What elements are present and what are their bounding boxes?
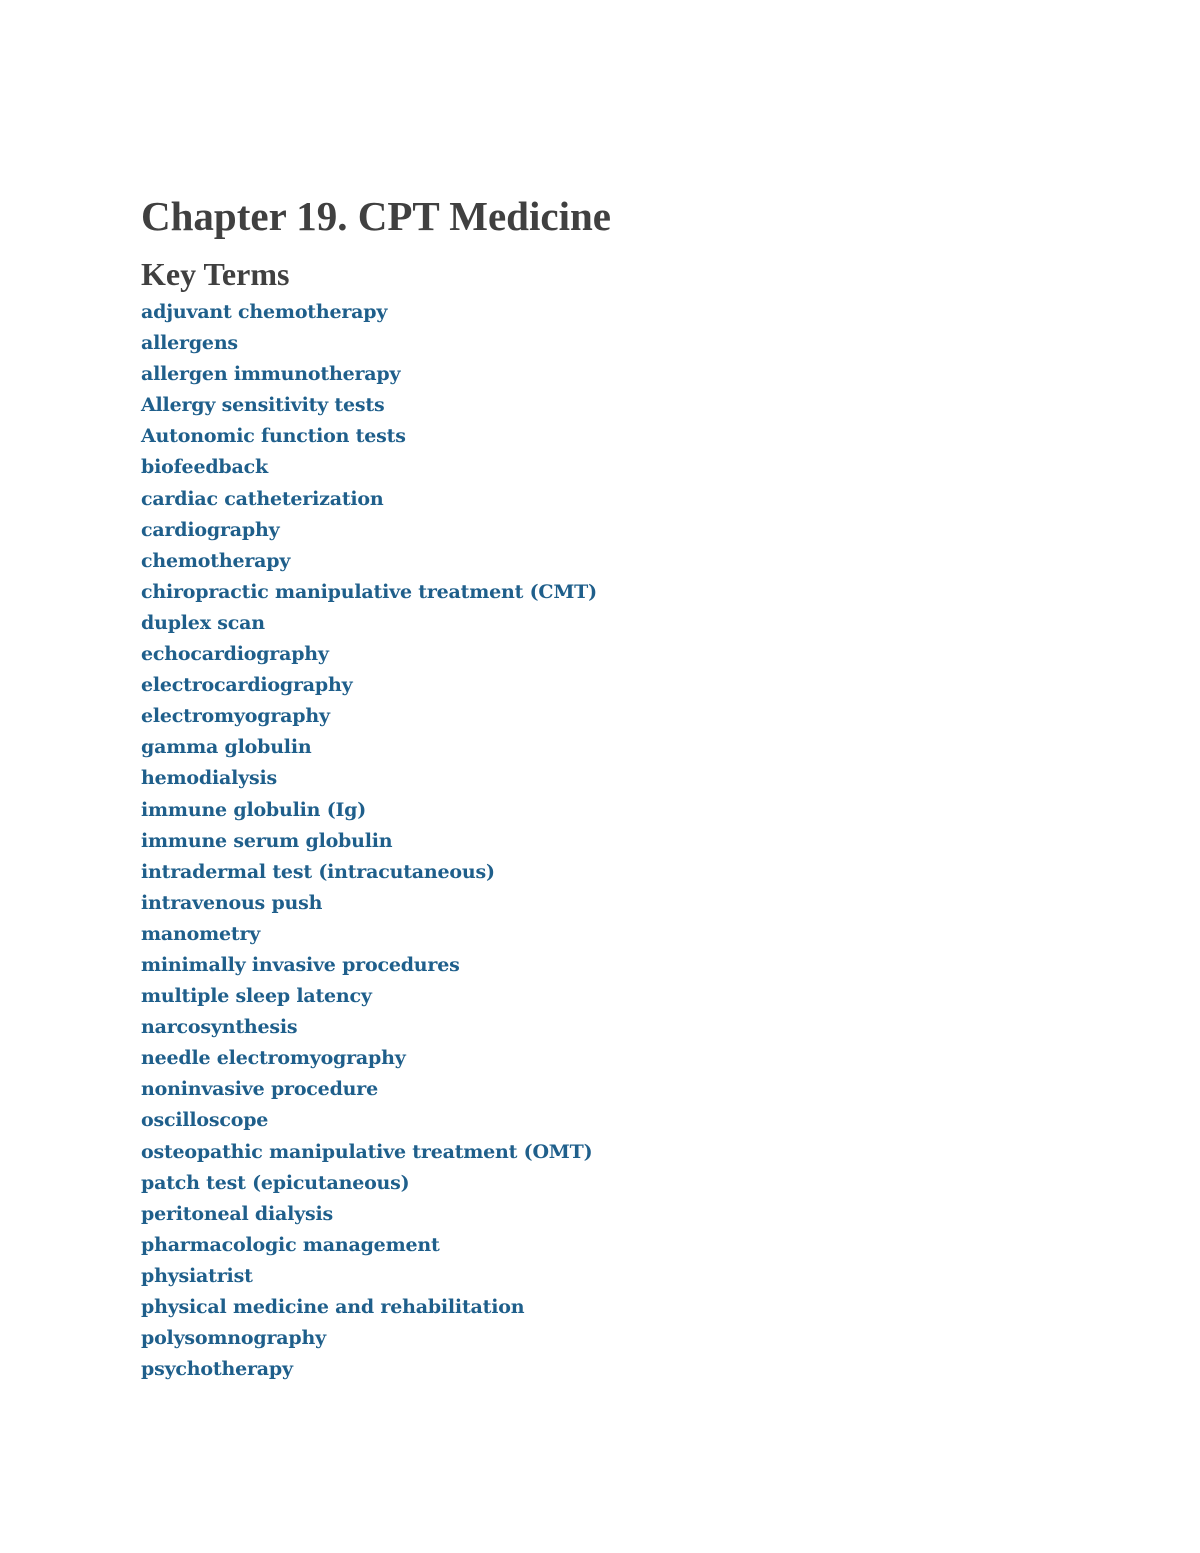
term-allergy-sensitivity-tests: Allergy sensitivity tests <box>141 394 385 417</box>
term-minimally-invasive-procedures: minimally invasive procedures <box>141 953 460 976</box>
term-immune-globulin: immune globulin (Ig) <box>141 798 367 821</box>
term-electrocardiography: electrocardiography <box>141 674 353 697</box>
term-needle-electromyography: needle electromyography <box>141 1047 406 1070</box>
term-peritoneal-dialysis: peritoneal dialysis <box>141 1202 333 1225</box>
term-oscilloscope: oscilloscope <box>141 1109 269 1132</box>
term-adjuvant-chemotherapy: adjuvant chemotherapy <box>141 301 388 323</box>
term-intradermal-test: intradermal test (intracutaneous) <box>141 860 495 883</box>
term-osteopathic-manipulative-treatment: osteopathic manipulative treatment (OMT) <box>141 1140 593 1163</box>
term-manometry: manometry <box>141 922 261 945</box>
section-heading-key-terms: Key Terms <box>141 256 290 292</box>
term-biofeedback: biofeedback <box>141 456 268 479</box>
term-allergens: allergens <box>141 332 238 355</box>
term-multiple-sleep-latency: multiple sleep latency <box>141 985 372 1008</box>
term-echocardiography: echocardiography <box>141 643 329 666</box>
term-patch-test: patch test (epicutaneous) <box>141 1171 410 1194</box>
term-autonomic-function-tests: Autonomic function tests <box>141 425 406 448</box>
term-pharmacologic-management: pharmacologic management <box>141 1233 440 1256</box>
term-hemodialysis: hemodialysis <box>141 767 277 790</box>
key-terms-list <box>141 297 1101 1385</box>
term-cardiography: cardiography <box>141 518 280 541</box>
term-physical-medicine-and-rehabilitation: physical medicine and rehabilitation <box>141 1296 525 1318</box>
term-psychotherapy: psychotherapy <box>141 1358 293 1381</box>
term-gamma-globulin: gamma globulin <box>141 736 312 759</box>
term-electromyography: electromyography <box>141 705 330 728</box>
term-chiropractic-manipulative-treatment: chiropractic manipulative treatment (CMT) <box>141 580 597 603</box>
term-narcosynthesis: narcosynthesis <box>141 1016 298 1039</box>
term-chemotherapy: chemotherapy <box>141 549 291 572</box>
term-allergen-immunotherapy: allergen immunotherapy <box>141 363 401 386</box>
term-physiatrist: physiatrist <box>141 1264 253 1287</box>
term-duplex-scan: duplex scan <box>141 611 265 634</box>
term-intravenous-push: intravenous push <box>141 891 323 914</box>
term-noninvasive-procedure: noninvasive procedure <box>141 1078 378 1101</box>
chapter-title: Chapter 19. CPT Medicine <box>141 193 611 239</box>
document-page <box>141 188 1101 1385</box>
term-cardiac-catheterization: cardiac catheterization <box>141 487 384 510</box>
term-immune-serum-globulin: immune serum globulin <box>141 829 393 852</box>
term-polysomnography: polysomnography <box>141 1327 326 1350</box>
